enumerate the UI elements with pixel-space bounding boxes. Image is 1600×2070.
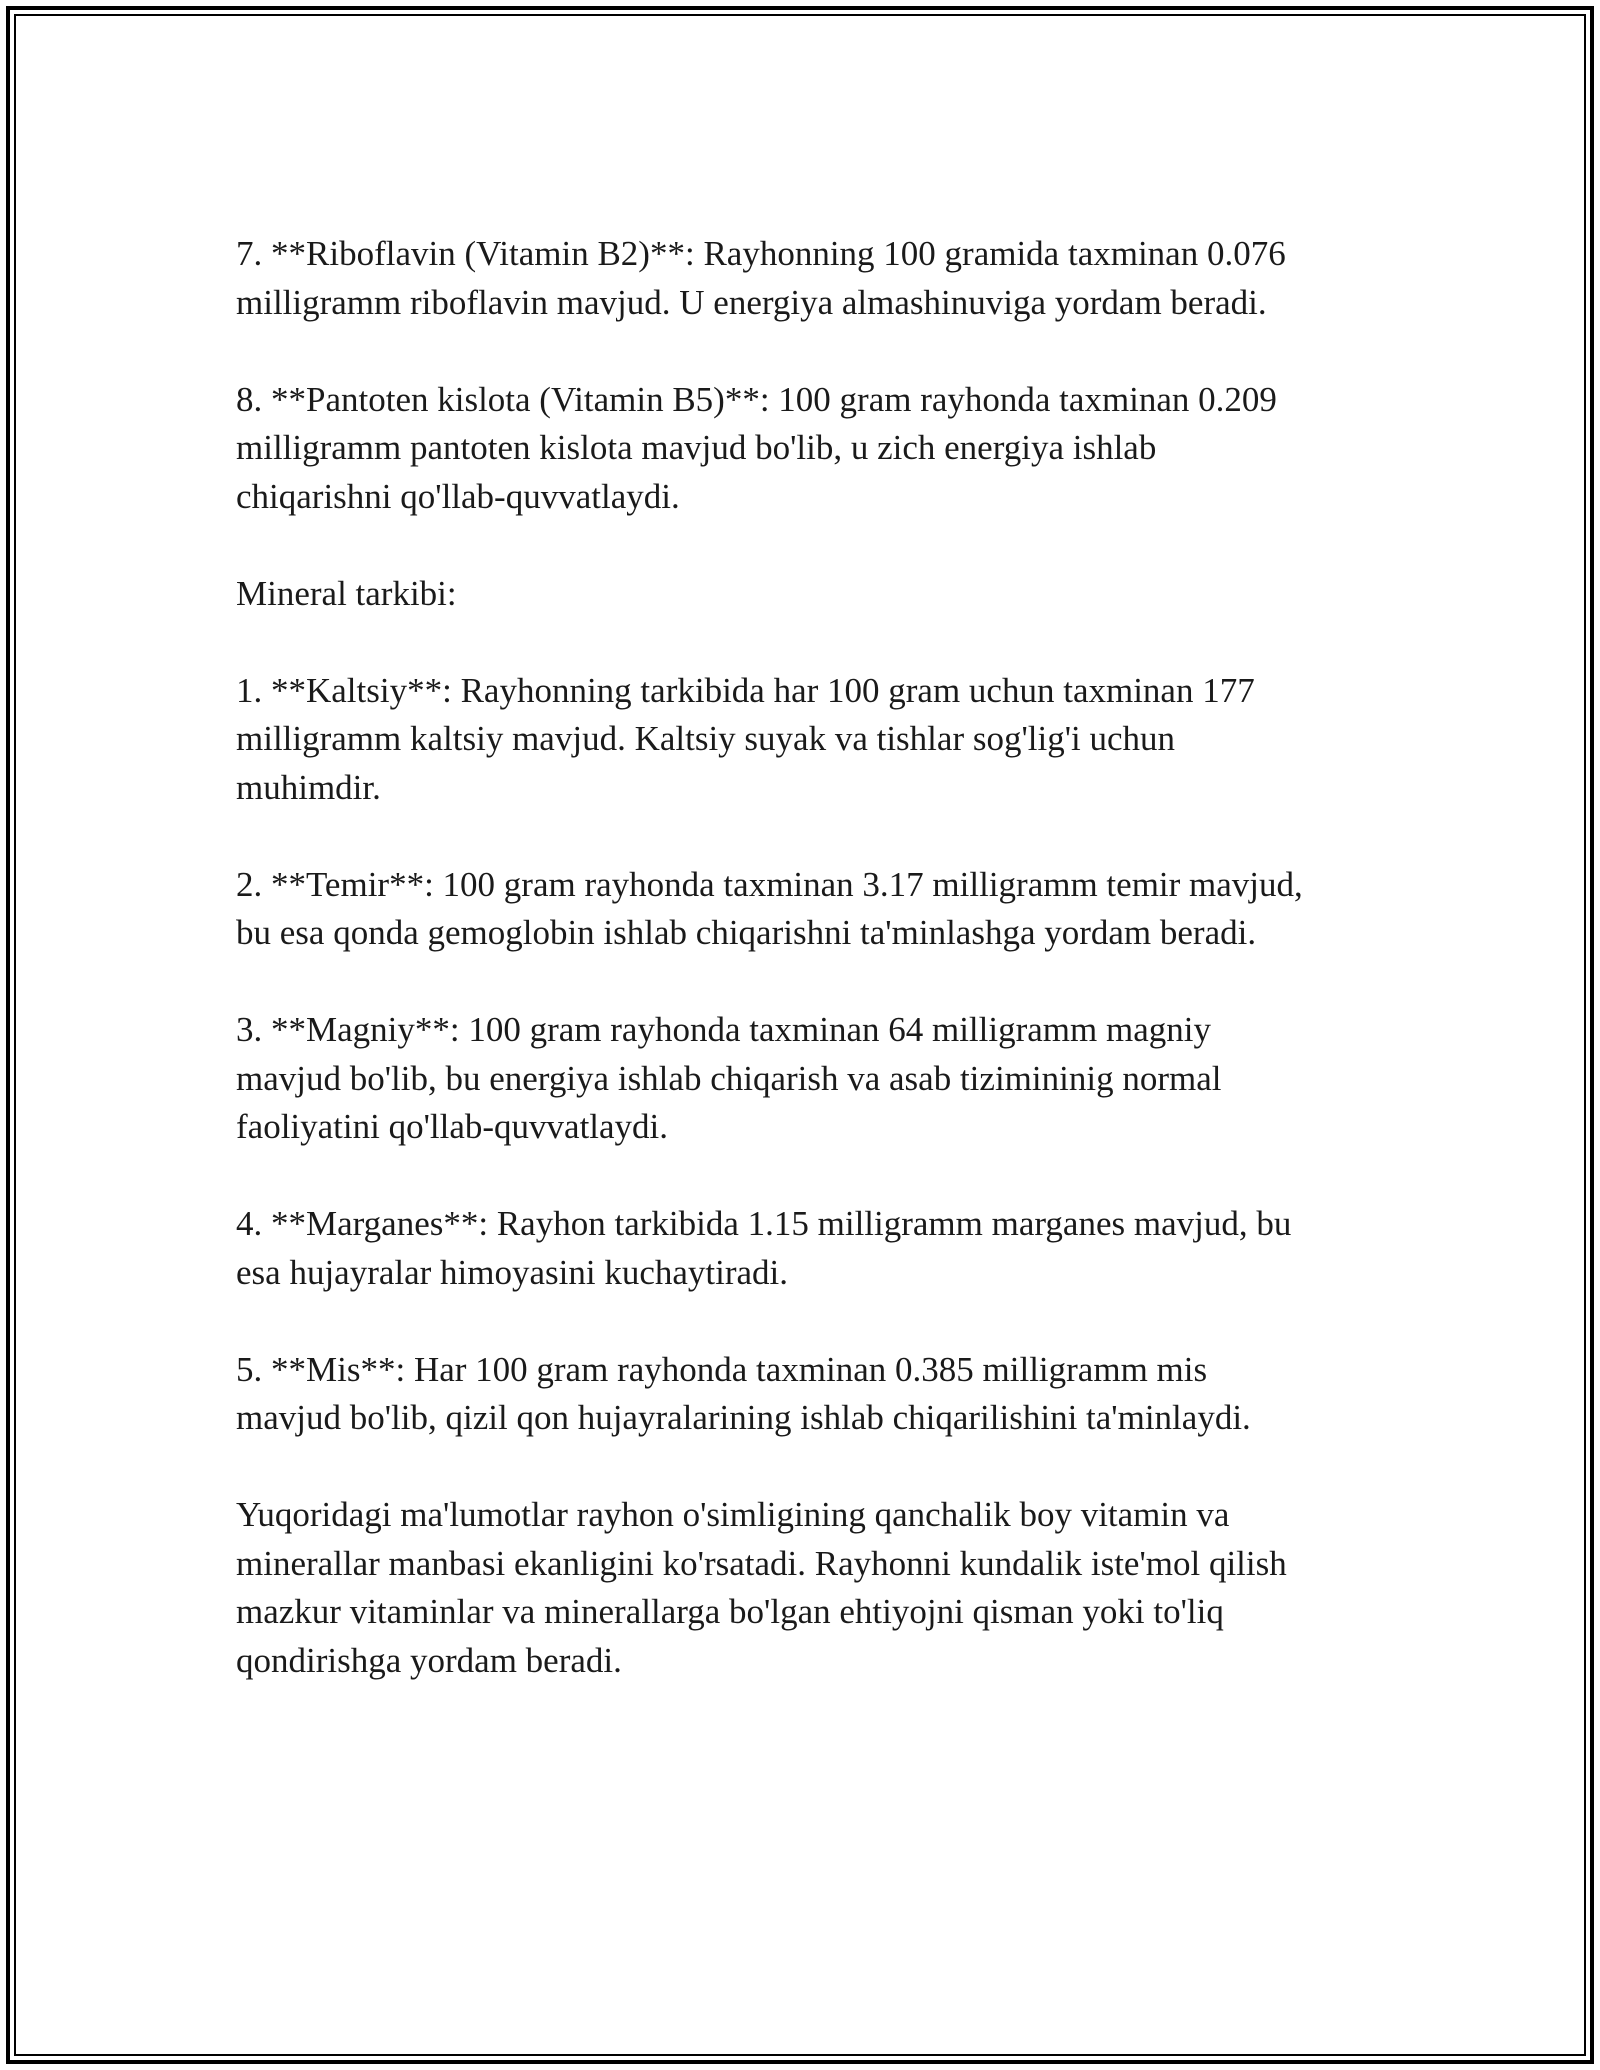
section-heading-mineral-tarkibi: Mineral tarkibi:	[236, 573, 457, 613]
paragraph-kaltsiy: 1. **Kaltsiy**: Rayhonning tarkibida har 100 gram uchun taxminan 177 milligramm kaltsiy mavjud. Kaltsiy suyak va tishlar sog'lig'i uchun muhimdir.	[236, 670, 1255, 807]
document-body	[236, 230, 1376, 1685]
paragraph-mis: 5. **Mis**: Har 100 gram rayhonda taxminan 0.385 milligramm mis mavjud bo'lib, qizil qon hujayralarining ishlab chiqarilishini ta'minlaydi.	[236, 1349, 1251, 1437]
paragraph-pantoten-kislota: 8. **Pantoten kislota (Vitamin B5)**: 100 gram rayhonda taxminan 0.209 milligramm pantoten kislota mavjud bo'lib, u zich energiya ishlab chiqarishni qo'llab-quvvatlaydi.	[236, 379, 1277, 516]
paragraph-riboflavin: 7. **Riboflavin (Vitamin B2)**: Rayhonning 100 gramida taxminan 0.076 milligramm riboflavin mavjud. U energiya almashinuviga yordam beradi.	[236, 234, 1286, 322]
paragraph-marganes: 4. **Marganes**: Rayhon tarkibida 1.15 milligramm marganes mavjud, bu esa hujayralar himoyasini kuchaytiradi.	[236, 1204, 1292, 1292]
paragraph-conclusion: Yuqoridagi ma'lumotlar rayhon o'simligining qanchalik boy vitamin va minerallar manbasi ekanligini ko'rsatadi. Rayhonni kundalik iste'mol qilish mazkur vitaminlar va minerallarga bo'lgan ehtiyojni qisman yoki to'liq qondirishga yordam beradi.	[236, 1495, 1287, 1680]
paragraph-temir: 2. **Temir**: 100 gram rayhonda taxminan 3.17 milligramm temir mavjud, bu esa qonda gemoglobin ishlab chiqarishni ta'minlashga yordam beradi.	[236, 864, 1303, 952]
paragraph-magniy: 3. **Magniy**: 100 gram rayhonda taxminan 64 milligramm magniy mavjud bo'lib, bu energiya ishlab chiqarish va asab tizimininig normal faoliyatini qo'llab-quvvatlaydi.	[236, 1010, 1222, 1146]
